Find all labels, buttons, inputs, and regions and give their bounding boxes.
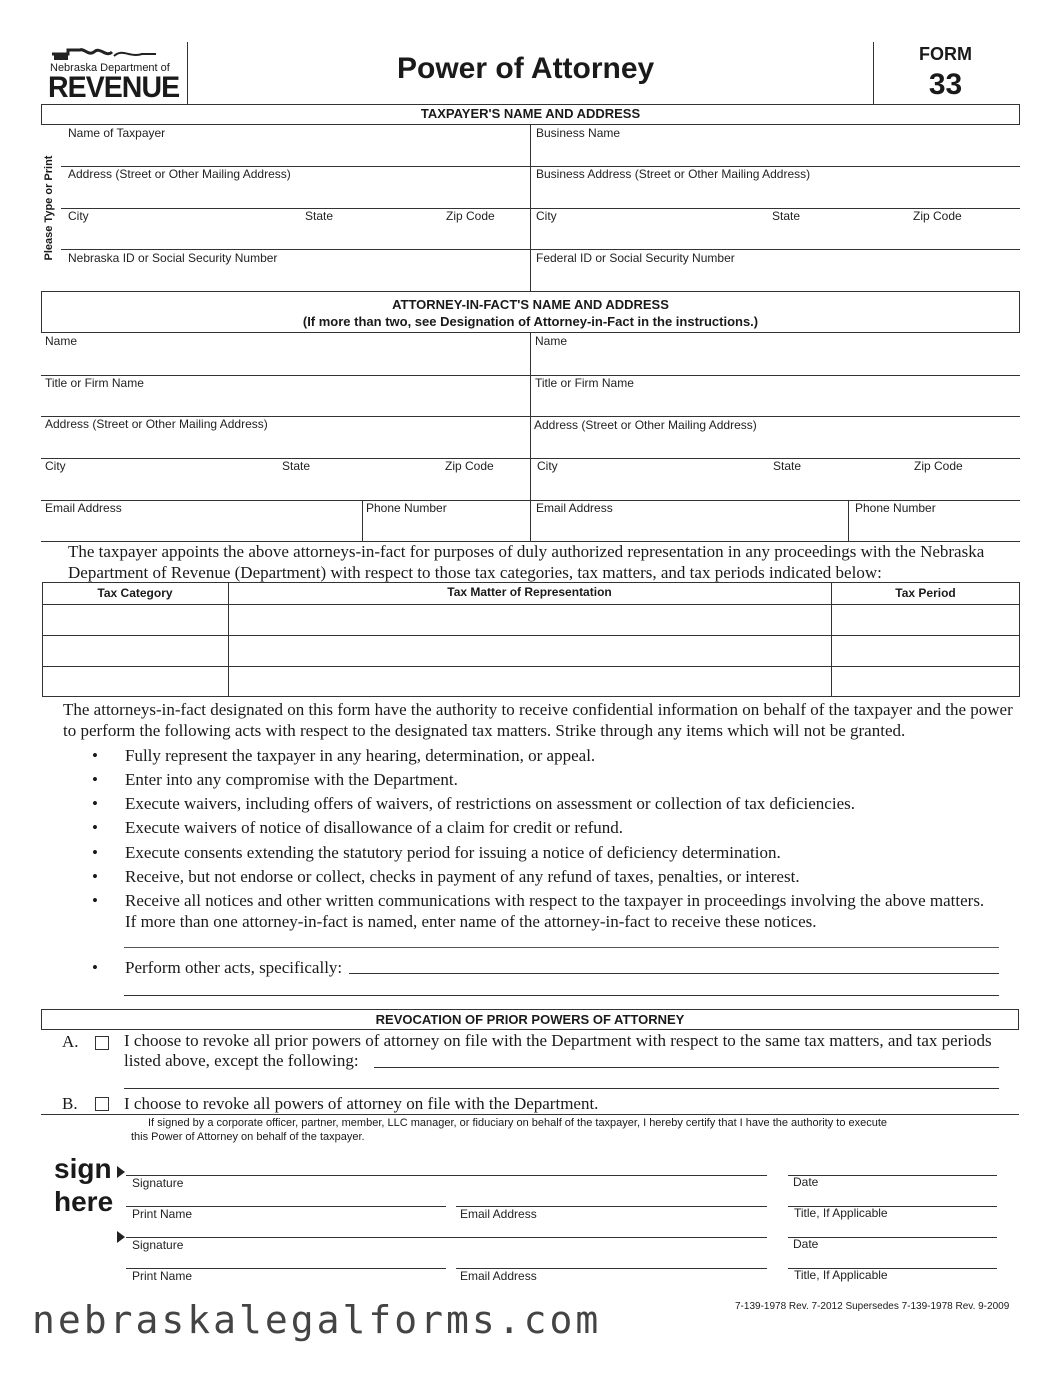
email-2-label: Email Address — [460, 1269, 537, 1283]
business-state-field[interactable]: State — [772, 209, 801, 223]
attorney2-phone-field[interactable]: Phone Number — [855, 501, 936, 515]
sign-arrow-icon — [117, 1166, 125, 1178]
revocation-bottom-rule — [41, 1114, 1019, 1115]
attorney2-name-field[interactable]: Name — [535, 334, 568, 348]
revocation-a-letter: A. — [62, 1032, 79, 1051]
taxpayer-line-3 — [61, 249, 1020, 250]
taxpayer-section-title: TAXPAYER'S NAME AND ADDRESS — [41, 104, 1020, 125]
attorney1-city-field[interactable]: City — [45, 459, 66, 473]
agency-logo — [48, 44, 183, 102]
date-1-label: Date — [793, 1175, 819, 1189]
revocation-section-title: REVOCATION OF PRIOR POWERS OF ATTORNEY — [41, 1009, 1019, 1030]
watermark-text: nebraskalegalforms.com — [32, 1298, 602, 1342]
agency-small-name: Nebraska Department of — [50, 62, 170, 74]
form-label: FORM — [919, 44, 972, 64]
bullet-dot: • — [92, 746, 98, 765]
appoint-paragraph: The taxpayer appoints the above attorneys-in-fact for purposes of duly authorized representation in any proceedings with the Nebraska Department of Revenue (Department) with respect to those tax categories, tax matters, and tax periods indicated below: — [68, 542, 985, 582]
email-1-label: Email Address — [460, 1207, 537, 1221]
business-name-field[interactable]: Business Name — [536, 126, 621, 140]
tax-matter-cell-3[interactable] — [229, 667, 830, 696]
revocation-b-checkbox[interactable] — [95, 1097, 109, 1111]
business-address-field[interactable]: Business Address (Street or Other Mailing Address) — [536, 167, 811, 181]
revocation-b-letter: B. — [62, 1094, 78, 1113]
attorney1-phone-field[interactable]: Phone Number — [366, 501, 447, 515]
nebraska-id-field[interactable]: Nebraska ID or Social Security Number — [68, 251, 278, 265]
attorney-divider — [530, 333, 531, 541]
bullet-dot: • — [92, 818, 98, 837]
taxpayer-address-field[interactable]: Address (Street or Other Mailing Address) — [68, 167, 291, 181]
bullet-text: Perform other acts, specifically: — [125, 958, 343, 977]
bullet-text: Receive, but not endorse or collect, checks in payment of any refund of taxes, penalties, or interest. — [125, 867, 800, 886]
notices-recipient-input[interactable] — [124, 947, 999, 948]
tax-period-cell-1[interactable] — [832, 605, 1019, 634]
bullet-dot: • — [92, 958, 98, 977]
attorney-title-line-1: ATTORNEY-IN-FACT'S NAME AND ADDRESS — [392, 297, 669, 312]
sign-label: sign — [54, 1153, 112, 1184]
bullet-dot: • — [92, 843, 98, 862]
certify-text-2: this Power of Attorney on behalf of the taxpayer. — [131, 1131, 365, 1143]
attorney2-firm-field[interactable]: Title or Firm Name — [535, 376, 634, 390]
bullet-text: Enter into any compromise with the Department. — [125, 770, 458, 789]
please-type-or-print: Please Type or Print — [43, 155, 55, 261]
business-zip-field[interactable]: Zip Code — [913, 209, 962, 223]
attorney2-state-field[interactable]: State — [773, 459, 802, 473]
authority-paragraph: The attorneys-in-fact designated on this form have the authority to receive confidential information on behalf of the taxpayer and the power to perform the following acts with respect to the designated tax matters. Strike through any items which will not be granted. — [63, 700, 1013, 740]
attorney1-state-field[interactable]: State — [282, 459, 311, 473]
print-name-1-label: Print Name — [132, 1207, 193, 1221]
tax-matter-header: Tax Matter of Representation — [447, 585, 612, 599]
date-2-label: Date — [793, 1237, 819, 1251]
bullet-dot: • — [92, 891, 98, 910]
taxpayer-city-field[interactable]: City — [68, 209, 89, 223]
date-2-input[interactable] — [788, 1237, 997, 1238]
bullet-text: If more than one attorney-in-fact is named, enter name of the attorney-in-fact to receive these notices. — [125, 912, 817, 931]
attorney2-city-field[interactable]: City — [537, 459, 558, 473]
bullet-dot: • — [92, 770, 98, 789]
tax-category-cell-1[interactable] — [43, 605, 227, 634]
page-title: Power of Attorney — [397, 52, 655, 85]
tax-period-cell-3[interactable] — [832, 667, 1019, 696]
form-number: 33 — [928, 68, 963, 101]
other-acts-input-2[interactable] — [124, 995, 999, 996]
business-city-field[interactable]: City — [536, 209, 557, 223]
print-name-2-label: Print Name — [132, 1269, 193, 1283]
taxpayer-state-field[interactable]: State — [305, 209, 334, 223]
here-label: here — [54, 1186, 114, 1217]
bullet-text: Execute waivers of notice of disallowance of a claim for credit or refund. — [125, 818, 623, 837]
revocation-exceptions-input-2[interactable] — [124, 1088, 999, 1089]
revocation-exceptions-input-1[interactable] — [374, 1067, 999, 1068]
tax-period-header: Tax Period — [895, 586, 956, 600]
attorney-title-line-2: (If more than two, see Designation of Attorney-in-Fact in the instructions.) — [302, 314, 759, 329]
attorney1-email-field[interactable]: Email Address — [45, 501, 122, 515]
attorney-line-3 — [41, 458, 1020, 459]
header-divider-left — [187, 42, 188, 104]
phone-divider-left — [362, 500, 363, 541]
attorney1-firm-field[interactable]: Title or Firm Name — [45, 376, 144, 390]
certify-text-1: If signed by a corporate officer, partner, member, LLC manager, or fiduciary on behalf of the taxpayer, I hereby certify that I have the authority to execute — [148, 1117, 888, 1129]
sign-here-label — [54, 1152, 113, 1218]
tax-category-cell-3[interactable] — [43, 667, 227, 696]
attorney2-address-field[interactable]: Address (Street or Other Mailing Address) — [534, 418, 757, 432]
attorney2-zip-field[interactable]: Zip Code — [914, 459, 963, 473]
title-1-label: Title, If Applicable — [794, 1206, 888, 1220]
taxpayer-name-field[interactable]: Name of Taxpayer — [68, 126, 166, 140]
attorney-section-title — [41, 291, 1020, 333]
other-acts-input-1[interactable] — [349, 973, 999, 974]
taxpayer-zip-field[interactable]: Zip Code — [446, 209, 495, 223]
federal-id-field[interactable]: Federal ID or Social Security Number — [536, 251, 735, 265]
attorney-line-1 — [41, 375, 1020, 376]
signature-2-label: Signature — [132, 1238, 184, 1252]
sign-arrow-icon — [117, 1231, 125, 1243]
attorney1-address-field[interactable]: Address (Street or Other Mailing Address) — [45, 417, 268, 431]
tax-category-header: Tax Category — [97, 586, 173, 600]
bullet-text: Execute waivers, including offers of waivers, of restrictions on assessment or collection of tax deficiencies. — [125, 794, 855, 813]
bullet-dot: • — [92, 794, 98, 813]
bullet-dot: • — [92, 867, 98, 886]
date-1-input[interactable] — [788, 1175, 997, 1176]
signature-1-label: Signature — [132, 1176, 184, 1190]
phone-divider-right — [848, 500, 849, 541]
bullet-text: Fully represent the taxpayer in any hearing, determination, or appeal. — [125, 746, 596, 765]
attorney1-name-field[interactable]: Name — [45, 334, 78, 348]
tax-matter-cell-1[interactable] — [229, 605, 830, 634]
title-2-label: Title, If Applicable — [794, 1268, 888, 1282]
agency-big-name: REVENUE — [48, 71, 180, 104]
revocation-a-checkbox[interactable] — [95, 1036, 109, 1050]
bullet-text: Receive all notices and other written communications with respect to the taxpayer in proceedings involving the above matters. — [125, 891, 985, 910]
revocation-a-text-1: I choose to revoke all prior powers of attorney on file with the Department with respect to the same tax matters, and tax periods — [124, 1031, 992, 1050]
tax-period-cell-2[interactable] — [832, 636, 1019, 665]
revision-text: 7-139-1978 Rev. 7-2012 Supersedes 7-139-1978 Rev. 9-2009 — [735, 1301, 1010, 1312]
revocation-b-text: I choose to revoke all powers of attorney on file with the Department. — [124, 1094, 599, 1113]
attorney1-zip-field[interactable]: Zip Code — [445, 459, 494, 473]
bullet-text: Execute consents extending the statutory period for issuing a notice of deficiency determination. — [125, 843, 781, 862]
signature-2-input[interactable] — [126, 1237, 767, 1238]
attorney2-email-field[interactable]: Email Address — [536, 501, 613, 515]
revocation-a-text-2: listed above, except the following: — [124, 1051, 359, 1070]
tax-matter-cell-2[interactable] — [229, 636, 830, 665]
signature-1-input[interactable] — [126, 1175, 767, 1176]
tax-category-cell-2[interactable] — [43, 636, 227, 665]
nebraska-map-icon — [50, 44, 160, 62]
